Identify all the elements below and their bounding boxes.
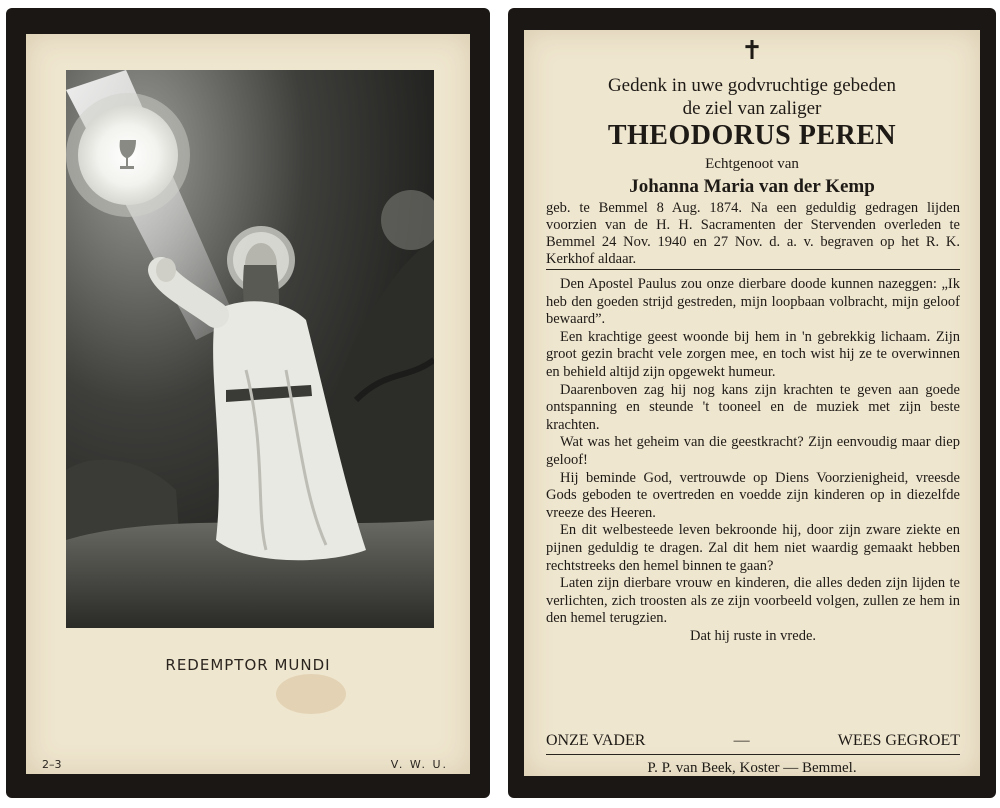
devotional-card-image-side bbox=[6, 8, 490, 798]
christ-in-gethsemane-illustration bbox=[66, 70, 434, 628]
devotional-card-text-side bbox=[508, 8, 996, 798]
paragraph: Laten zijn dierbare vrouw en kinderen, die alles deden zijn lijden te verlichten, zich troosten als ze zijn voorbeeld volgen, zullen ze hem in den hemel terugzien. bbox=[546, 575, 960, 627]
printer-credit: P. P. van Beek, Koster — Bemmel. bbox=[647, 760, 857, 776]
card-code-left: 2–3 bbox=[42, 758, 62, 771]
memorial-text bbox=[546, 276, 960, 645]
paragraph: En dit welbesteede leven bekroonde hij, door zijn zware ziekte en pijnen geduldig te dragen. Zal dit hem niet waardig gemaakt hebben rechtstreeks den hemel binnen te gaan? bbox=[546, 522, 960, 574]
divider-bottom bbox=[546, 754, 960, 755]
biography-text: geb. te Bemmel 8 Aug. 1874. Na een geduldig gedragen lijden voorzien van de H. H. Sacramenten der Stervenden overleden te Bemmel 24 Nov. 1940 en 27 Nov. d. a. v. begraven op het R. K. Kerkhof aldaar. bbox=[546, 200, 960, 267]
image-caption: REDEMPTOR MUNDI bbox=[165, 656, 331, 674]
card-paper bbox=[26, 34, 470, 774]
divider-top bbox=[546, 269, 960, 270]
paragraph: Wat was het geheim van die geestkracht? Zijn eenvoudig maar diep geloof! bbox=[546, 434, 960, 468]
age-stain bbox=[276, 674, 346, 714]
card-paper bbox=[524, 30, 980, 776]
prayer-right: WEES GEGROET bbox=[837, 732, 960, 749]
prayer-dash: — bbox=[733, 732, 750, 749]
closing-line: Dat hij ruste in vrede. bbox=[689, 627, 817, 644]
paragraph: Hij beminde God, vertrouwde op Diens Voorzienigheid, vreesde Gods geboden te overtreden en voedde zijn kinderen op in diezelfde vreeze des Heeren. bbox=[546, 469, 960, 521]
cross-icon: ✝ bbox=[741, 36, 763, 65]
prayer-left: ONZE VADER bbox=[546, 732, 646, 749]
paragraph: Een krachtige geest woonde bij hem in 'n gebrekkig lichaam. Zijn groot gezin bracht vele zorgen mee, en toch wist hij ze te overwinnen en behield altijd zijn opgewekt humeur. bbox=[546, 328, 960, 380]
prayers-row bbox=[546, 732, 960, 750]
intro-line-2: de ziel van zaliger bbox=[682, 98, 822, 119]
paragraph: Daarenboven zag hij nog kans zijn krachten te geven aan goede ontspanning en steunde 't tooneel en de muziek met zijn beste krachten. bbox=[546, 381, 960, 433]
intro-line-1: Gedenk in uwe godvruchtige gebeden bbox=[607, 75, 897, 96]
paragraph: Den Apostel Paulus zou onze dierbare doode kunnen nazeggen: „Ik heb den goeden strijd gestreden, mijn loopbaan volbracht, mijn geloof bewaard”. bbox=[546, 276, 960, 328]
glory-chalice-icon bbox=[66, 93, 190, 217]
deceased-name: THEODORUS PEREN bbox=[607, 120, 897, 151]
illustration-svg bbox=[66, 70, 434, 628]
spouse-name: Johanna Maria van der Kemp bbox=[629, 176, 875, 197]
spouse-label: Echtgenoot van bbox=[705, 156, 799, 172]
intro-text bbox=[524, 74, 980, 120]
card-code-right: V. W. U. bbox=[390, 758, 448, 771]
